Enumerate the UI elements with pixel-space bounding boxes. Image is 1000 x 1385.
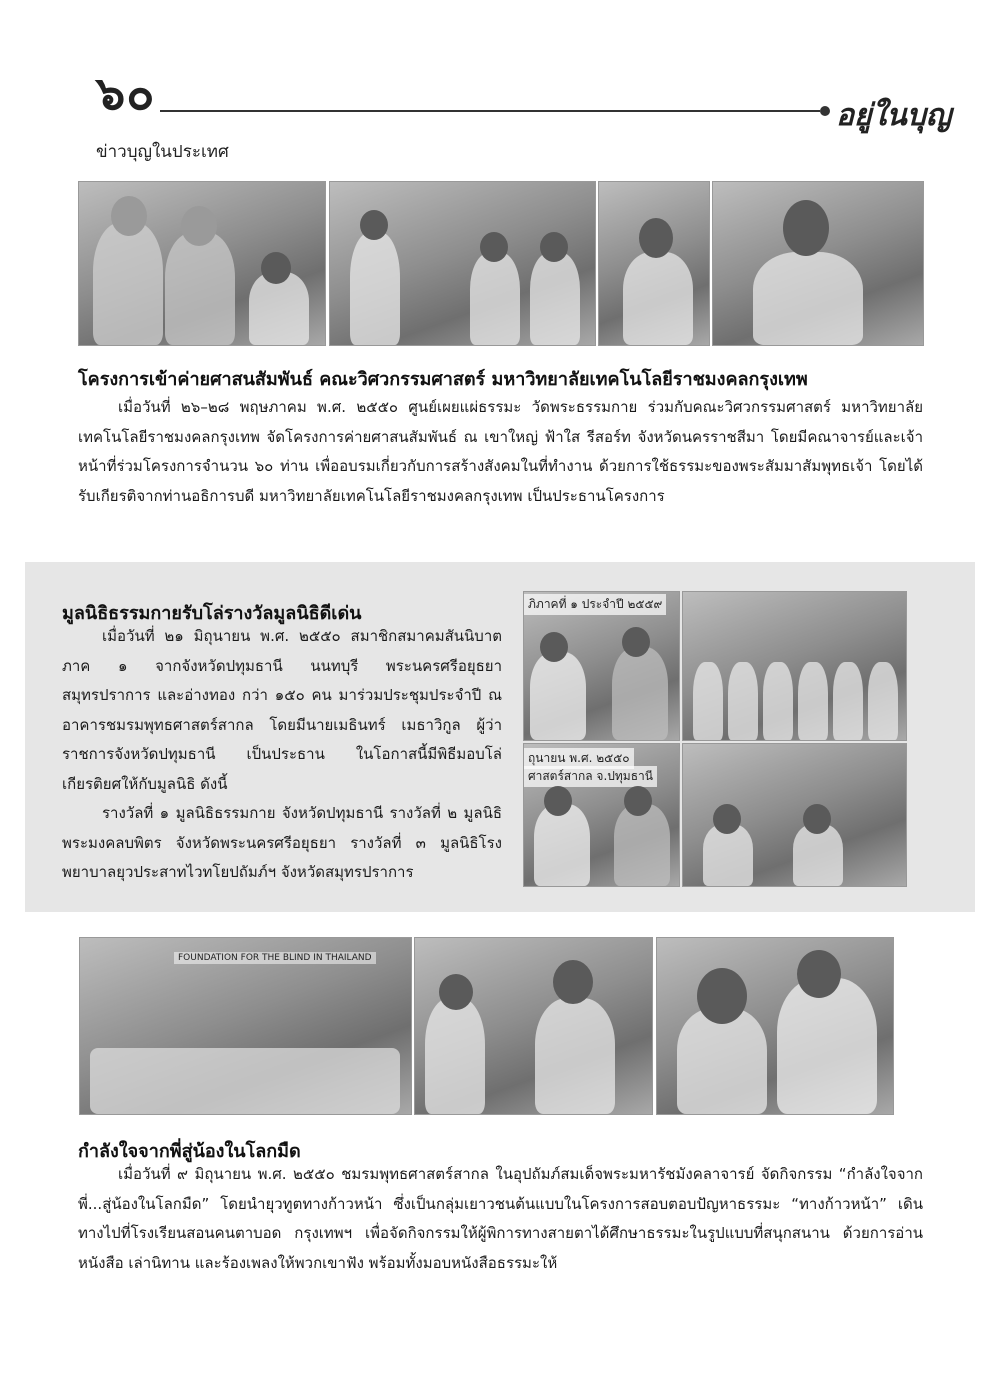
section-label: ข่าวบุญในประเทศ bbox=[96, 142, 229, 162]
photo-sign-text: FOUNDATION FOR THE BLIND IN THAILAND bbox=[174, 952, 376, 964]
magazine-logo: อยู่ในบุญ bbox=[836, 98, 952, 133]
photo-monks-alms bbox=[78, 181, 326, 346]
photo-meditation-man bbox=[598, 181, 710, 346]
article3-title: กำลังใจจากพี่สู่น้องในโลกมืด bbox=[78, 1141, 301, 1162]
article3-body bbox=[78, 1160, 923, 1278]
header-rule-dot bbox=[820, 106, 830, 116]
photo-meeting-audience bbox=[682, 743, 907, 887]
photo-plaque-award-2 bbox=[523, 743, 680, 887]
article2-body bbox=[62, 622, 502, 888]
photo-storytelling-children bbox=[414, 937, 653, 1115]
header-rule bbox=[160, 110, 820, 112]
photo-group-blind-school bbox=[79, 937, 412, 1115]
photo-caption-2: ถุนายน พ.ศ. ๒๕๕๐ bbox=[524, 748, 634, 769]
article2-paragraph-2: รางวัลที่ ๑ มูลนิธิธรรมกาย จังหวัดปทุมธานี รางวัลที่ ๒ มูลนิธิพระมงคลบพิตร จังหวัดพระนครศรีอยุธยา รางวัลที่ ๓ มูลนิธิโรงพยาบาลยุวประสาทไวทโยปถัมภ์ฯ จังหวัดสมุทรปราการ bbox=[62, 804, 502, 881]
photo-meditation-woman bbox=[712, 181, 924, 346]
photo-plaque-award-1 bbox=[523, 591, 680, 741]
photo-ceremony-offering bbox=[329, 181, 596, 346]
photo-caption-1: ภิภาคที่ ๑ ประจำปี ๒๕๕๙ bbox=[524, 594, 666, 615]
article2-title: มูลนิธิธรรมกายรับโล่รางวัลมูลนิธิดีเด่น bbox=[62, 603, 362, 624]
article3-paragraph: เมื่อวันที่ ๙ มิถุนายน พ.ศ. ๒๕๕๐ ชมรมพุทธศาสตร์สากล ในอุปถัมภ์สมเด็จพระมหารัชมังคลาจารย์ จัดกิจกรรม “กำลังใจจากพี่...สู่น้องในโลกมืด” โดยนำยุวทูตทางก้าวหน้า ซึ่งเป็นกลุ่มเยาวชนต้นแบบในโครงการสอบตอบปัญหาธรรมะ “ทางก้าวหน้า” เดินทางไปที่โรงเรียนสอนคนตาบอด กรุงเทพฯ เพื่อจัดกิจกรรมให้ผู้พิการทางสายตาได้ศึกษาธรรมะในรูปแบบที่สนุกสนาน ด้วยการอ่านหนังสือ เล่านิทาน และร้องเพลงให้พวกเขาฟัง พร้อมทั้งมอบหนังสือธรรมะให้ bbox=[78, 1165, 923, 1272]
article2-paragraph-1: เมื่อวันที่ ๒๑ มิถุนายน พ.ศ. ๒๕๕๐ สมาชิกสมาคมสันนิบาต ภาค ๑ จากจังหวัดปทุมธานี นนทบุรี พระนครศรีอยุธยา สมุทรปราการ และอ่างทอง กว่า ๑๕๐ คน มาร่วมประชุมประจำปี ณ อาคารชมรมพุทธศาสตร์สากล โดยมีนายเมธินทร์ เมธาวิกูล ผู้ว่าราชการจังหวัดปทุมธานี เป็นประธาน ในโอกาสนี้มีพิธีมอบโล่เกียรติยศให้กับมูลนิธิ ดังนี้ bbox=[62, 627, 502, 793]
photo-hug bbox=[656, 937, 894, 1115]
photo-group-award bbox=[682, 591, 907, 741]
article1-title: โครงการเข้าค่ายศาสนสัมพันธ์ คณะวิศวกรรมศาสตร์ มหาวิทยาลัยเทคโนโลยีราชมงคลกรุงเทพ bbox=[78, 369, 808, 390]
photo-caption-3: ศาสตร์สากล จ.ปทุมธานี bbox=[524, 766, 657, 787]
article1-paragraph: เมื่อวันที่ ๒๖–๒๘ พฤษภาคม พ.ศ. ๒๕๕๐ ศูนย์เผยแผ่ธรรมะ วัดพระธรรมกาย ร่วมกับคณะวิศวกรรมศาสตร์ มหาวิทยาลัยเทคโนโลยีราชมงคลกรุงเทพ จัดโครงการค่ายศาสนสัมพันธ์ ณ เขาใหญ่ ฟ้าใส รีสอร์ท จังหวัดนครราชสีมา โดยมีคณาจารย์และเจ้าหน้าที่ร่วมโครงการจำนวน ๖๐ ท่าน เพื่ออบรมเกี่ยวกับการสร้างสังคมในที่ทำงาน ด้วยการใช้ธรรมะของพระสัมมาสัมพุทธเจ้า โดยได้รับเกียรติจากท่านอธิการบดี มหาวิทยาลัยเทคโนโลยีราชมงคลกรุงเทพ เป็นประธานโครงการ bbox=[78, 398, 923, 505]
article1-body bbox=[78, 393, 923, 511]
page-number: ๖๐ bbox=[96, 66, 156, 120]
